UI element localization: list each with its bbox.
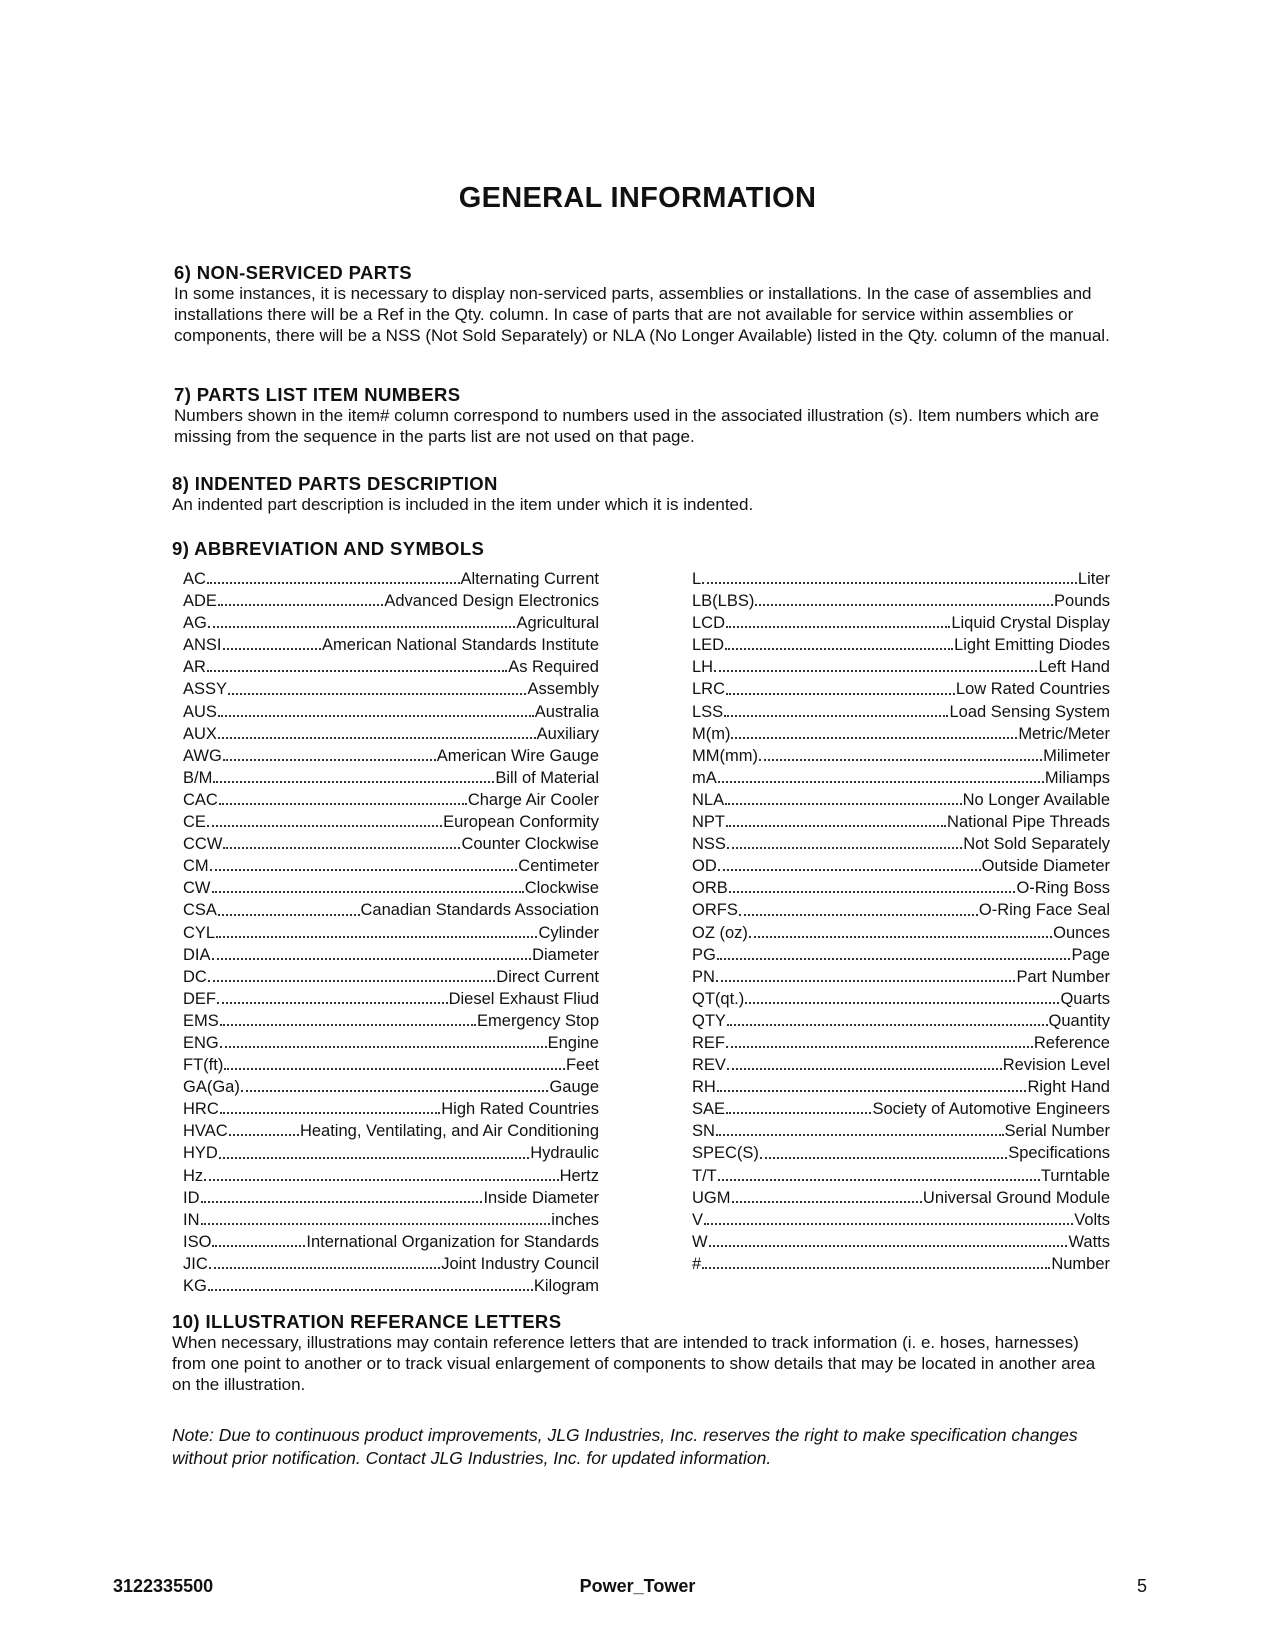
- abbreviation-row: [183, 1209, 599, 1231]
- abbreviation-row: [692, 568, 1110, 590]
- abbreviation-meaning: Pounds: [1054, 592, 1110, 611]
- abbreviation-code: SPEC(S): [692, 1144, 759, 1163]
- abbreviation-row: [183, 1010, 599, 1032]
- dot-leader: [702, 582, 1077, 584]
- abbreviation-meaning: American National Standards Institute: [322, 636, 599, 655]
- abbreviation-row: [183, 877, 599, 899]
- abbreviation-meaning: Universal Ground Module: [922, 1188, 1110, 1207]
- dot-leader: [216, 936, 537, 938]
- dot-leader: [725, 803, 962, 805]
- abbreviation-code: AG: [183, 614, 207, 633]
- abbreviation-code: Hz: [183, 1166, 204, 1185]
- dot-leader: [714, 670, 1037, 672]
- abbreviation-row: [692, 966, 1110, 988]
- abbreviation-meaning: Watts: [1068, 1232, 1110, 1251]
- dot-leader: [201, 1223, 551, 1225]
- abbreviation-row: [692, 1120, 1110, 1142]
- abbreviation-row: [692, 855, 1110, 877]
- abbreviation-code: RH: [692, 1078, 716, 1097]
- dot-leader: [208, 626, 516, 628]
- abbreviation-meaning: Not Sold Separately: [963, 835, 1110, 854]
- abbreviation-row: [692, 899, 1110, 921]
- abbreviation-meaning: Turntable: [1040, 1166, 1110, 1185]
- abbreviation-row: [692, 1054, 1110, 1076]
- abbreviation-meaning: Liter: [1077, 570, 1110, 588]
- abbreviation-code: LED: [692, 636, 725, 655]
- abbreviation-row: [692, 988, 1110, 1010]
- abbreviation-code: NLA: [692, 790, 725, 809]
- dot-leader: [749, 936, 1052, 938]
- dot-leader: [739, 914, 978, 916]
- dot-leader: [241, 1090, 549, 1092]
- abbreviation-meaning: Part Number: [1016, 967, 1110, 986]
- abbreviation-row: [692, 678, 1110, 700]
- abbreviation-row: [183, 656, 599, 678]
- abbreviation-row: [183, 1098, 599, 1120]
- dot-leader: [223, 847, 460, 849]
- abbreviation-meaning: Counter Clockwise: [461, 835, 599, 854]
- abbreviation-row: [692, 1076, 1110, 1098]
- dot-leader: [755, 604, 1053, 606]
- footer-page-number: 5: [1136, 1576, 1147, 1596]
- dot-leader: [223, 648, 322, 650]
- abbreviation-code: ENG: [183, 1033, 219, 1052]
- dot-leader: [725, 648, 953, 650]
- abbreviation-code: LCD: [692, 614, 726, 633]
- section-indented-parts-description: [172, 473, 1112, 515]
- abbreviation-meaning: O-Ring Boss: [1016, 879, 1110, 898]
- abbreviation-meaning: Society of Automotive Engineers: [872, 1100, 1110, 1119]
- abbreviation-meaning: Outside Diameter: [981, 857, 1110, 876]
- abbreviation-row: [692, 723, 1110, 745]
- abbreviation-code: QT(qt.): [692, 989, 745, 1008]
- dot-leader: [213, 781, 494, 783]
- dot-leader: [702, 1267, 1050, 1269]
- abbreviation-code: NPT: [692, 813, 725, 832]
- abbreviation-code: SN: [692, 1122, 715, 1141]
- abbreviation-meaning: Page: [1071, 945, 1110, 964]
- abbreviation-meaning: Diameter: [532, 945, 599, 964]
- dot-leader: [219, 803, 467, 805]
- abbreviation-meaning: Metric/Meter: [1018, 724, 1110, 743]
- abbreviation-code: JIC: [183, 1254, 208, 1273]
- section-body: An indented part description is included in the item under which it is indented.: [172, 495, 754, 514]
- abbreviation-meaning: International Organization for Standards: [306, 1232, 599, 1251]
- abbreviation-meaning: Quantity: [1048, 1011, 1110, 1030]
- dot-leader: [759, 759, 1042, 761]
- section-abbreviation-and-symbols: [172, 538, 1112, 559]
- page-title: GENERAL INFORMATION: [458, 182, 817, 214]
- abbreviation-row: [692, 634, 1110, 656]
- abbreviation-code: W: [692, 1232, 708, 1251]
- abbreviation-meaning: Feet: [565, 1056, 599, 1075]
- abbreviation-meaning: Bill of Material: [495, 768, 599, 787]
- dot-leader: [704, 1223, 1073, 1225]
- dot-leader: [220, 1112, 441, 1114]
- dot-leader: [726, 626, 950, 628]
- abbreviation-code: LH: [692, 658, 714, 677]
- abbreviation-code: HVAC: [183, 1122, 228, 1141]
- dot-leader: [212, 891, 524, 893]
- abbreviation-code: PG: [692, 945, 716, 964]
- abbreviation-row: [692, 922, 1110, 944]
- abbreviation-row: [183, 745, 599, 767]
- abbreviation-meaning: Alternating Current: [460, 570, 599, 588]
- dot-leader: [727, 847, 962, 849]
- dot-leader: [729, 891, 1016, 893]
- abbreviation-code: IN: [183, 1210, 200, 1229]
- abbreviation-row: [692, 1253, 1110, 1275]
- abbreviation-code: AUS: [183, 702, 217, 721]
- abbreviation-code: FT(ft): [183, 1056, 224, 1075]
- abbreviation-code: OD: [692, 857, 717, 876]
- abbreviation-code: mA: [692, 768, 717, 787]
- abbreviation-meaning: Light Emitting Diodes: [954, 636, 1110, 655]
- dot-leader: [727, 1024, 1048, 1026]
- abbreviation-meaning: Number: [1051, 1254, 1110, 1273]
- dot-leader: [223, 759, 436, 761]
- abbreviation-code: DC: [183, 967, 207, 986]
- abbreviation-row: [183, 723, 599, 745]
- dot-leader: [220, 1046, 547, 1048]
- dot-leader: [760, 1157, 1007, 1159]
- abbreviation-row: [183, 855, 599, 877]
- abbreviation-row: [183, 767, 599, 789]
- abbreviation-row: [183, 701, 599, 723]
- abbreviation-row: [692, 1142, 1110, 1164]
- abbreviation-meaning: Emergency Stop: [477, 1011, 599, 1030]
- abbreviation-code: GA(Ga): [183, 1078, 240, 1097]
- abbreviation-code: REV: [692, 1056, 726, 1075]
- abbreviation-code: REF: [692, 1033, 725, 1052]
- abbreviation-row: [692, 811, 1110, 833]
- dot-leader: [201, 1201, 483, 1203]
- abbreviation-meaning: Charge Air Cooler: [467, 790, 599, 809]
- abbreviation-code: AUX: [183, 724, 217, 743]
- abbreviation-code: ISO: [183, 1232, 212, 1251]
- abbreviation-meaning: Advanced Design Electronics: [384, 592, 599, 611]
- dot-leader: [726, 1046, 1033, 1048]
- abbreviation-row: [692, 877, 1110, 899]
- abbreviation-code: HRC: [183, 1100, 219, 1119]
- dot-leader: [218, 914, 360, 916]
- dot-leader: [218, 715, 534, 717]
- abbreviation-code: ID: [183, 1188, 200, 1207]
- abbreviation-row: [692, 590, 1110, 612]
- abbreviation-code: ADE: [183, 592, 217, 611]
- abbreviation-meaning: Agricultural: [516, 614, 599, 633]
- dot-leader: [732, 1201, 922, 1203]
- abbreviation-row: [183, 833, 599, 855]
- abbreviation-meaning: Quarts: [1060, 989, 1110, 1008]
- abbreviation-code: AR: [183, 658, 206, 677]
- abbreviation-row: [692, 1231, 1110, 1253]
- abbreviation-meaning: Load Sensing System: [949, 702, 1110, 721]
- abbreviation-row: [692, 833, 1110, 855]
- abbreviation-row: [183, 1120, 599, 1142]
- section-heading: 9) ABBREVIATION AND SYMBOLS: [172, 538, 485, 559]
- abbreviation-row: [183, 1275, 599, 1297]
- abbreviation-meaning: Australia: [534, 702, 599, 721]
- disclaimer-note: Note: Due to continuous product improvements, JLG Industries, Inc. reserves the right to make specification changes without prior notification. Contact JLG Industries, Inc. for updated information.: [172, 1425, 1078, 1468]
- dot-leader: [219, 1157, 529, 1159]
- abbreviation-code: DEF: [183, 989, 216, 1008]
- abbreviation-code: EMS: [183, 1011, 219, 1030]
- dot-leader: [212, 1245, 305, 1247]
- abbreviation-row: [692, 789, 1110, 811]
- abbreviation-list-left: [183, 568, 599, 1297]
- abbreviation-code: #: [692, 1254, 702, 1273]
- dot-leader: [207, 582, 460, 584]
- abbreviation-meaning: Inside Diameter: [483, 1188, 599, 1207]
- abbreviation-row: [183, 1231, 599, 1253]
- abbreviation-meaning: Joint Industry Council: [441, 1254, 599, 1273]
- abbreviation-meaning: Low Rated Countries: [955, 680, 1110, 699]
- abbreviation-meaning: Right Hand: [1027, 1078, 1110, 1097]
- abbreviation-meaning: Left Hand: [1038, 658, 1110, 677]
- abbreviation-meaning: Miliamps: [1044, 768, 1110, 787]
- abbreviation-meaning: Liquid Crystal Display: [951, 614, 1110, 633]
- abbreviation-row: [183, 1032, 599, 1054]
- dot-leader: [204, 1179, 558, 1181]
- abbreviation-meaning: Centimeter: [518, 857, 599, 876]
- dot-leader: [224, 1068, 565, 1070]
- abbreviation-code: CE: [183, 813, 206, 832]
- dot-leader: [718, 781, 1044, 783]
- abbreviation-code: NSS: [692, 835, 726, 854]
- abbreviation-code: V: [692, 1210, 704, 1229]
- abbreviation-row: [692, 1010, 1110, 1032]
- dot-leader: [207, 825, 442, 827]
- abbreviation-code: LSS: [692, 702, 724, 721]
- abbreviation-row: [692, 1209, 1110, 1231]
- abbreviation-code: PN: [692, 967, 715, 986]
- abbreviation-code: AWG: [183, 746, 222, 765]
- abbreviation-meaning: Specifications: [1008, 1144, 1110, 1163]
- abbreviation-code: T/T: [692, 1166, 717, 1185]
- section-heading: 7) PARTS LIST ITEM NUMBERS: [174, 384, 461, 405]
- footer-product-name: Power_Tower: [579, 1576, 696, 1596]
- abbreviation-meaning: Gauge: [549, 1078, 599, 1097]
- dot-leader: [745, 1002, 1059, 1004]
- dot-leader: [717, 1090, 1027, 1092]
- abbreviation-code: L: [692, 570, 702, 588]
- abbreviation-row: [183, 1076, 599, 1098]
- dot-leader: [207, 670, 507, 672]
- abbreviation-row: [183, 678, 599, 700]
- abbreviation-meaning: Revision Level: [1002, 1056, 1110, 1075]
- abbreviation-row: [692, 944, 1110, 966]
- abbreviation-meaning: Auxiliary: [536, 724, 599, 743]
- abbreviation-code: CYL: [183, 923, 216, 942]
- abbreviation-code: ANSI: [183, 636, 222, 655]
- abbreviation-code: AC: [183, 570, 206, 588]
- abbreviation-row: [692, 701, 1110, 723]
- dot-leader: [727, 1068, 1002, 1070]
- abbreviation-meaning: Diesel Exhaust Fliud: [448, 989, 599, 1008]
- abbreviation-meaning: High Rated Countries: [441, 1100, 599, 1119]
- abbreviation-meaning: O-Ring Face Seal: [978, 901, 1110, 920]
- abbreviation-code: HYD: [183, 1144, 218, 1163]
- abbreviation-code: M(m): [692, 724, 731, 743]
- abbreviation-meaning: Cylinder: [538, 923, 599, 942]
- abbreviation-row: [692, 1165, 1110, 1187]
- dot-leader: [210, 869, 518, 871]
- dot-leader: [217, 1002, 448, 1004]
- abbreviation-row: [692, 767, 1110, 789]
- dot-leader: [218, 737, 536, 739]
- section-non-serviced-parts: [174, 262, 1114, 346]
- abbreviation-row: [183, 789, 599, 811]
- dot-leader: [717, 958, 1071, 960]
- abbreviation-meaning: Kilogram: [533, 1277, 599, 1295]
- abbreviation-row: [183, 1253, 599, 1275]
- abbreviation-code: CAC: [183, 790, 218, 809]
- abbreviation-meaning: inches: [551, 1210, 599, 1229]
- dot-leader: [726, 825, 946, 827]
- abbreviation-code: OZ (oz): [692, 923, 748, 942]
- abbreviation-meaning: As Required: [508, 658, 599, 677]
- section-heading: 10) ILLUSTRATION REFERANCE LETTERS: [172, 1311, 562, 1332]
- abbreviation-meaning: Hertz: [559, 1166, 599, 1185]
- abbreviation-code: ORFS: [692, 901, 738, 920]
- abbreviation-meaning: Hydraulic: [530, 1144, 599, 1163]
- abbreviation-row: [183, 1165, 599, 1187]
- abbreviation-row: [183, 966, 599, 988]
- abbreviation-row: [183, 1142, 599, 1164]
- dot-leader: [716, 980, 1016, 982]
- abbreviation-meaning: Ounces: [1053, 923, 1110, 942]
- abbreviation-meaning: American Wire Gauge: [436, 746, 599, 765]
- section-heading: 6) NON-SERVICED PARTS: [174, 262, 412, 283]
- dot-leader: [228, 693, 526, 695]
- abbreviation-meaning: No Longer Available: [962, 790, 1110, 809]
- abbreviation-code: LRC: [692, 680, 726, 699]
- abbreviation-row: [692, 656, 1110, 678]
- abbreviation-row: [183, 944, 599, 966]
- abbreviation-row: [183, 1054, 599, 1076]
- abbreviation-row: [183, 634, 599, 656]
- abbreviation-row: [183, 612, 599, 634]
- abbreviation-list-right: [692, 568, 1110, 1275]
- abbreviation-code: ASSY: [183, 680, 228, 699]
- dot-leader: [218, 604, 383, 606]
- dot-leader: [726, 693, 955, 695]
- abbreviation-code: KG: [183, 1277, 207, 1295]
- abbreviation-row: [183, 590, 599, 612]
- abbreviation-row: [692, 1187, 1110, 1209]
- abbreviation-meaning: Volts: [1074, 1210, 1110, 1229]
- abbreviation-meaning: Canadian Standards Association: [360, 901, 599, 920]
- abbreviation-code: CM: [183, 857, 209, 876]
- abbreviation-code: MM(mm): [692, 746, 758, 765]
- abbreviation-code: QTY: [692, 1011, 726, 1030]
- abbreviation-code: LB(LBS): [692, 592, 755, 611]
- abbreviation-meaning: National Pipe Threads: [947, 813, 1110, 832]
- abbreviation-meaning: Serial Number: [1004, 1122, 1110, 1141]
- abbreviation-row: [692, 612, 1110, 634]
- section-illustration-reference-letters: [172, 1311, 1112, 1395]
- dot-leader: [716, 1134, 1004, 1136]
- abbreviation-row: [183, 568, 599, 590]
- abbreviation-meaning: Reference: [1033, 1033, 1110, 1052]
- abbreviation-code: CSA: [183, 901, 217, 920]
- abbreviation-row: [183, 988, 599, 1010]
- abbreviation-row: [692, 1098, 1110, 1120]
- section-parts-list-item-numbers: [174, 384, 1114, 447]
- abbreviation-meaning: Engine: [547, 1033, 599, 1052]
- abbreviation-code: B/M: [183, 768, 213, 787]
- section-body: When necessary, illustrations may contain reference letters that are intended to track information (i. e. hoses, harnesses) from one point to another or to track visual enlargement of components to show details that may be located in another area on the illustration.: [172, 1333, 1096, 1394]
- section-body: Numbers shown in the item# column correspond to numbers used in the associated illustration (s). Item numbers which are missing from the sequence in the parts list are not used on that page.: [174, 406, 1100, 446]
- dot-leader: [718, 1179, 1040, 1181]
- abbreviation-row: [692, 745, 1110, 767]
- dot-leader: [709, 1245, 1068, 1247]
- abbreviation-code: DIA: [183, 945, 211, 964]
- abbreviation-meaning: Milimeter: [1043, 746, 1110, 765]
- abbreviation-meaning: Clockwise: [524, 879, 599, 898]
- abbreviation-row: [692, 1032, 1110, 1054]
- abbreviation-meaning: Direct Current: [496, 967, 599, 986]
- abbreviation-code: CW: [183, 879, 211, 898]
- dot-leader: [220, 1024, 476, 1026]
- abbreviation-meaning: Assembly: [527, 680, 599, 699]
- section-body: In some instances, it is necessary to display non-serviced parts, assemblies or installations. In the case of assemblies and installations there will be a Ref in the Qty. column. In case of parts that are not available for service within assemblies or components, there will be a NSS (Not Sold Separately) or NLA (No Longer Available) listed in the Qty. column of the manual.: [174, 284, 1110, 345]
- abbreviation-meaning: Heating, Ventilating, and Air Conditioning: [299, 1122, 599, 1141]
- dot-leader: [229, 1134, 299, 1136]
- abbreviation-row: [183, 811, 599, 833]
- dot-leader: [724, 715, 948, 717]
- dot-leader: [208, 980, 495, 982]
- abbreviation-code: UGM: [692, 1188, 731, 1207]
- section-heading: 8) INDENTED PARTS DESCRIPTION: [172, 473, 498, 494]
- abbreviation-row: [183, 922, 599, 944]
- dot-leader: [208, 1289, 533, 1291]
- dot-leader: [718, 869, 981, 871]
- abbreviation-meaning: European Conformity: [443, 813, 599, 832]
- abbreviation-row: [183, 899, 599, 921]
- abbreviation-code: SAE: [692, 1100, 726, 1119]
- dot-leader: [212, 958, 532, 960]
- dot-leader: [209, 1267, 441, 1269]
- dot-leader: [731, 737, 1017, 739]
- abbreviation-code: CCW: [183, 835, 223, 854]
- footer-doc-number: 3122335500: [113, 1576, 214, 1596]
- abbreviation-code: ORB: [692, 879, 728, 898]
- dot-leader: [726, 1112, 871, 1114]
- abbreviation-row: [183, 1187, 599, 1209]
